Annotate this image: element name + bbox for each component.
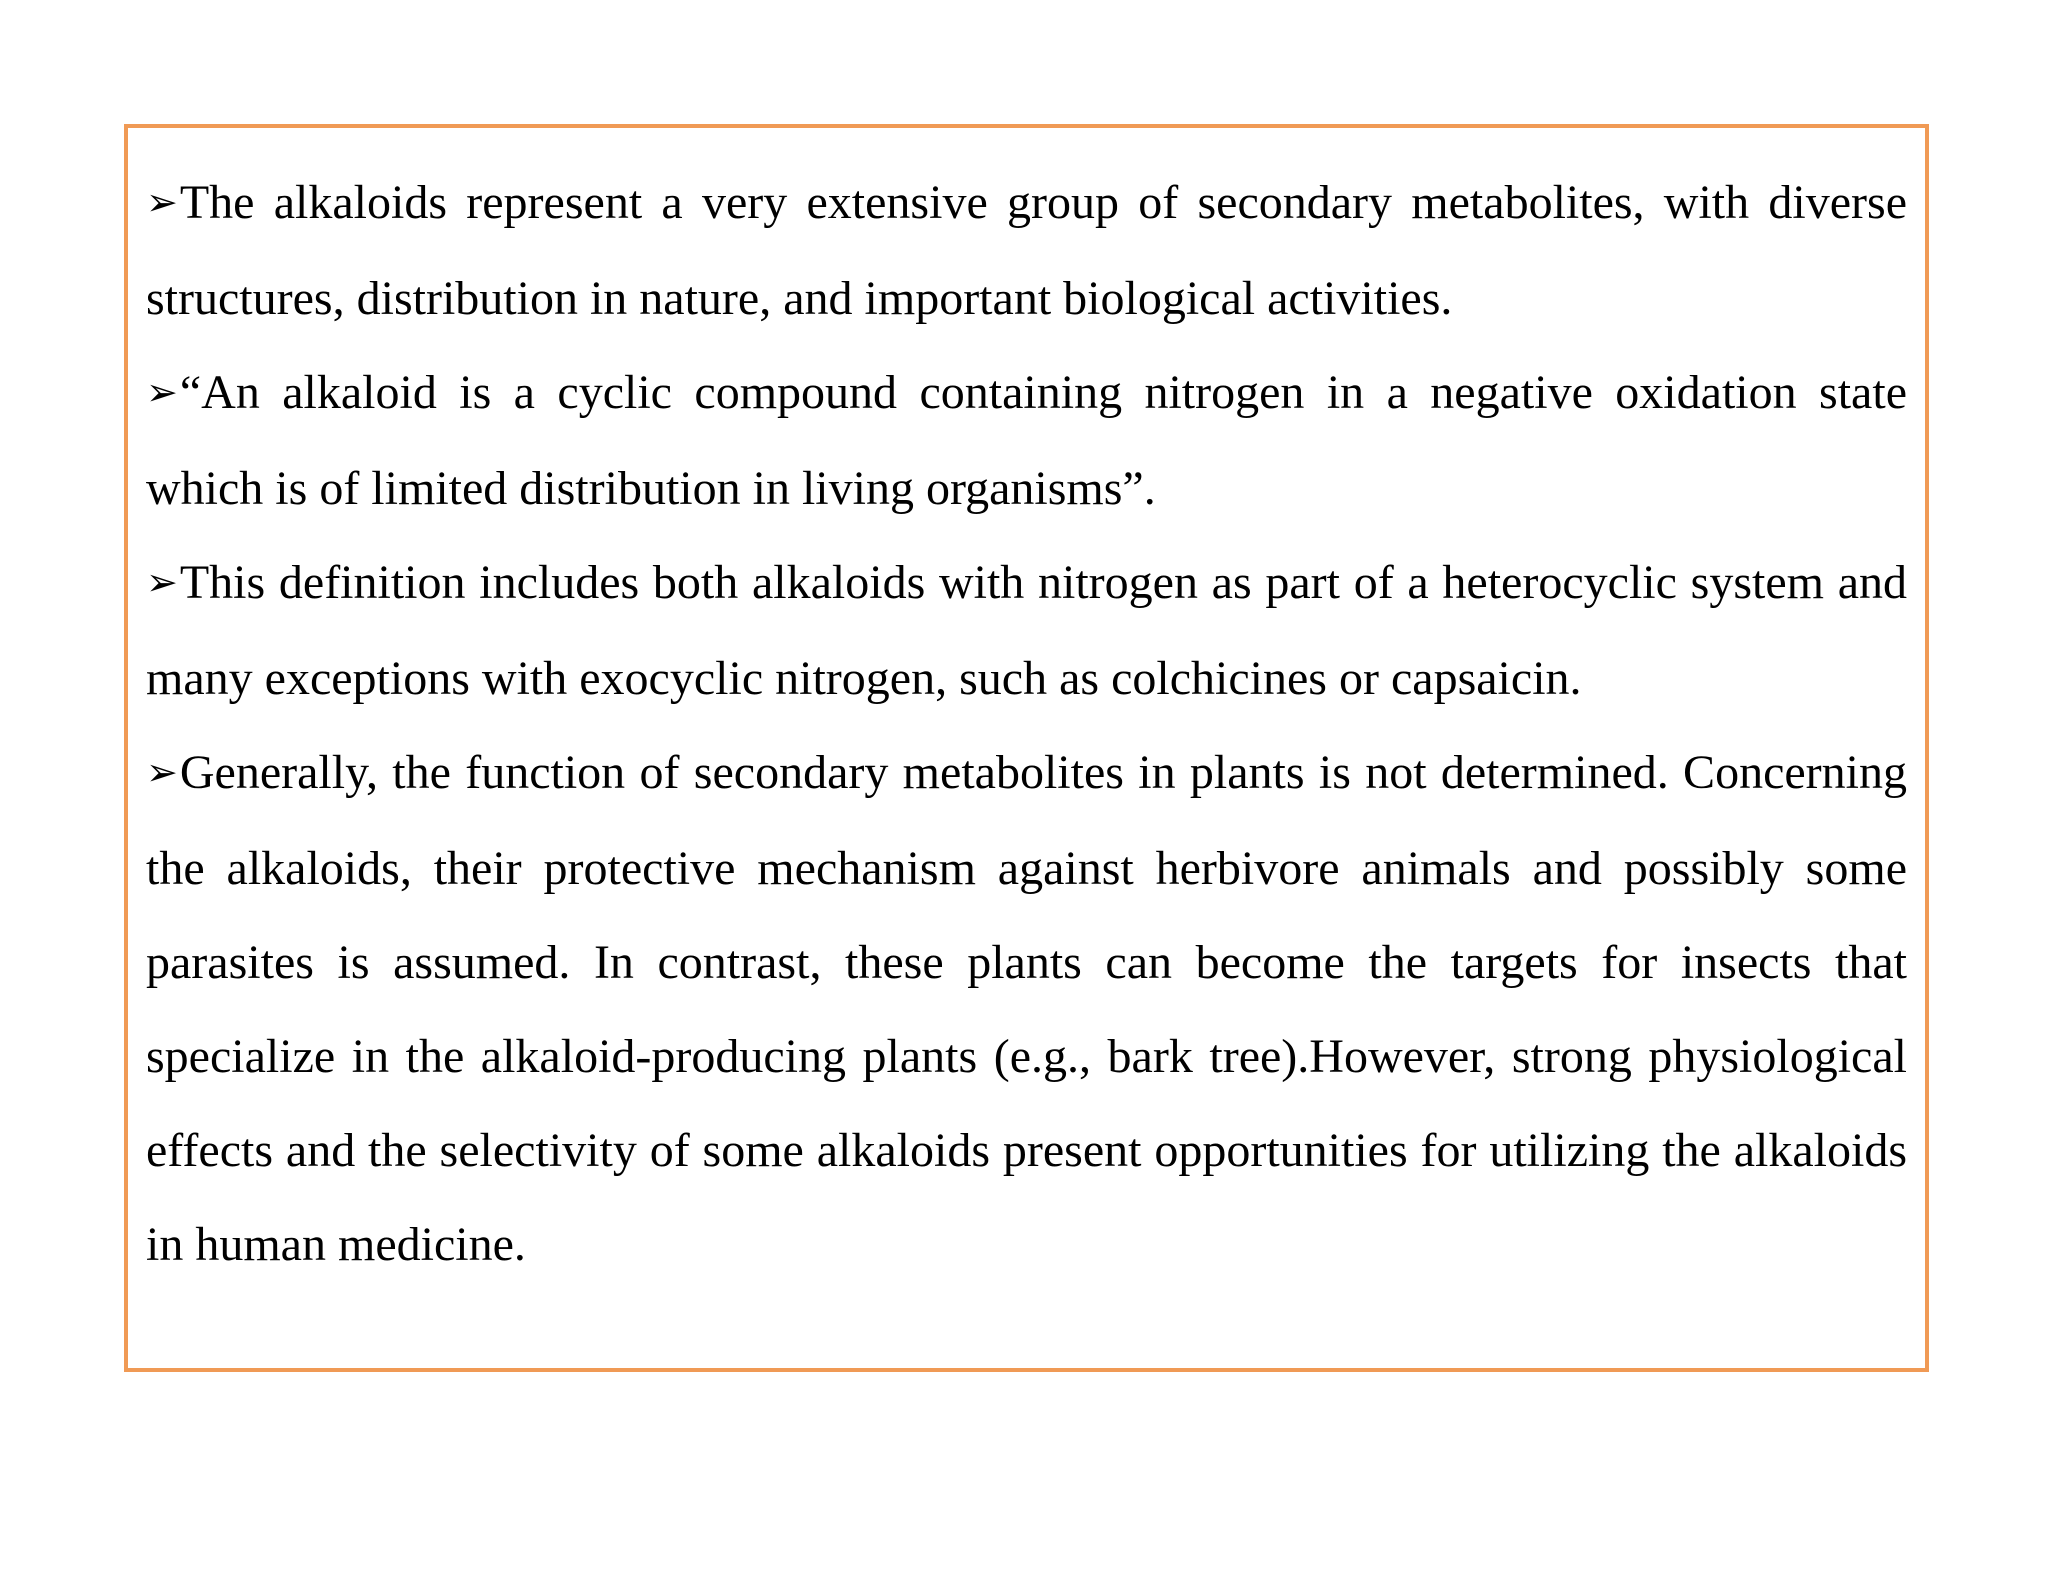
arrowhead-bullet-icon: ➢ (146, 370, 178, 414)
arrowhead-bullet-icon: ➢ (146, 180, 178, 224)
arrowhead-bullet-icon: ➢ (146, 750, 178, 794)
paragraph-text: This definition includes both alkaloids with nitrogen as part of a heterocyclic system and many exceptions with exocyclic nitrogen, such as colchicines or capsaicin. (146, 556, 1907, 705)
paragraph-text: The alkaloids represent a very extensive group of secondary metabolites, with diverse structures, distribution in nature, and important biological activities. (146, 176, 1907, 325)
paragraph-text: “An alkaloid is a cyclic compound containing nitrogen in a negative oxidation state which is of limited distribution in living organisms”. (146, 366, 1907, 515)
bullet-paragraph-2 (146, 346, 1907, 536)
bullet-paragraph-3 (146, 536, 1907, 726)
paragraph-text: Generally, the function of secondary metabolites in plants is not determined. Concerning the alkaloids, their protective mechanism against herbivore animals and possibly some parasites is assumed. In contrast, these plants can become the targets for insects that specialize in the alkaloid-producing plants (e.g., bark tree).However, strong physiological effects and the selectivity of some alkaloids present opportunities for utilizing the alkaloids in human medicine. (146, 746, 1907, 1271)
arrowhead-bullet-icon: ➢ (146, 560, 178, 604)
content-box (124, 124, 1929, 1372)
bullet-paragraph-4 (146, 726, 1907, 1292)
bullet-paragraph-1 (146, 156, 1907, 346)
